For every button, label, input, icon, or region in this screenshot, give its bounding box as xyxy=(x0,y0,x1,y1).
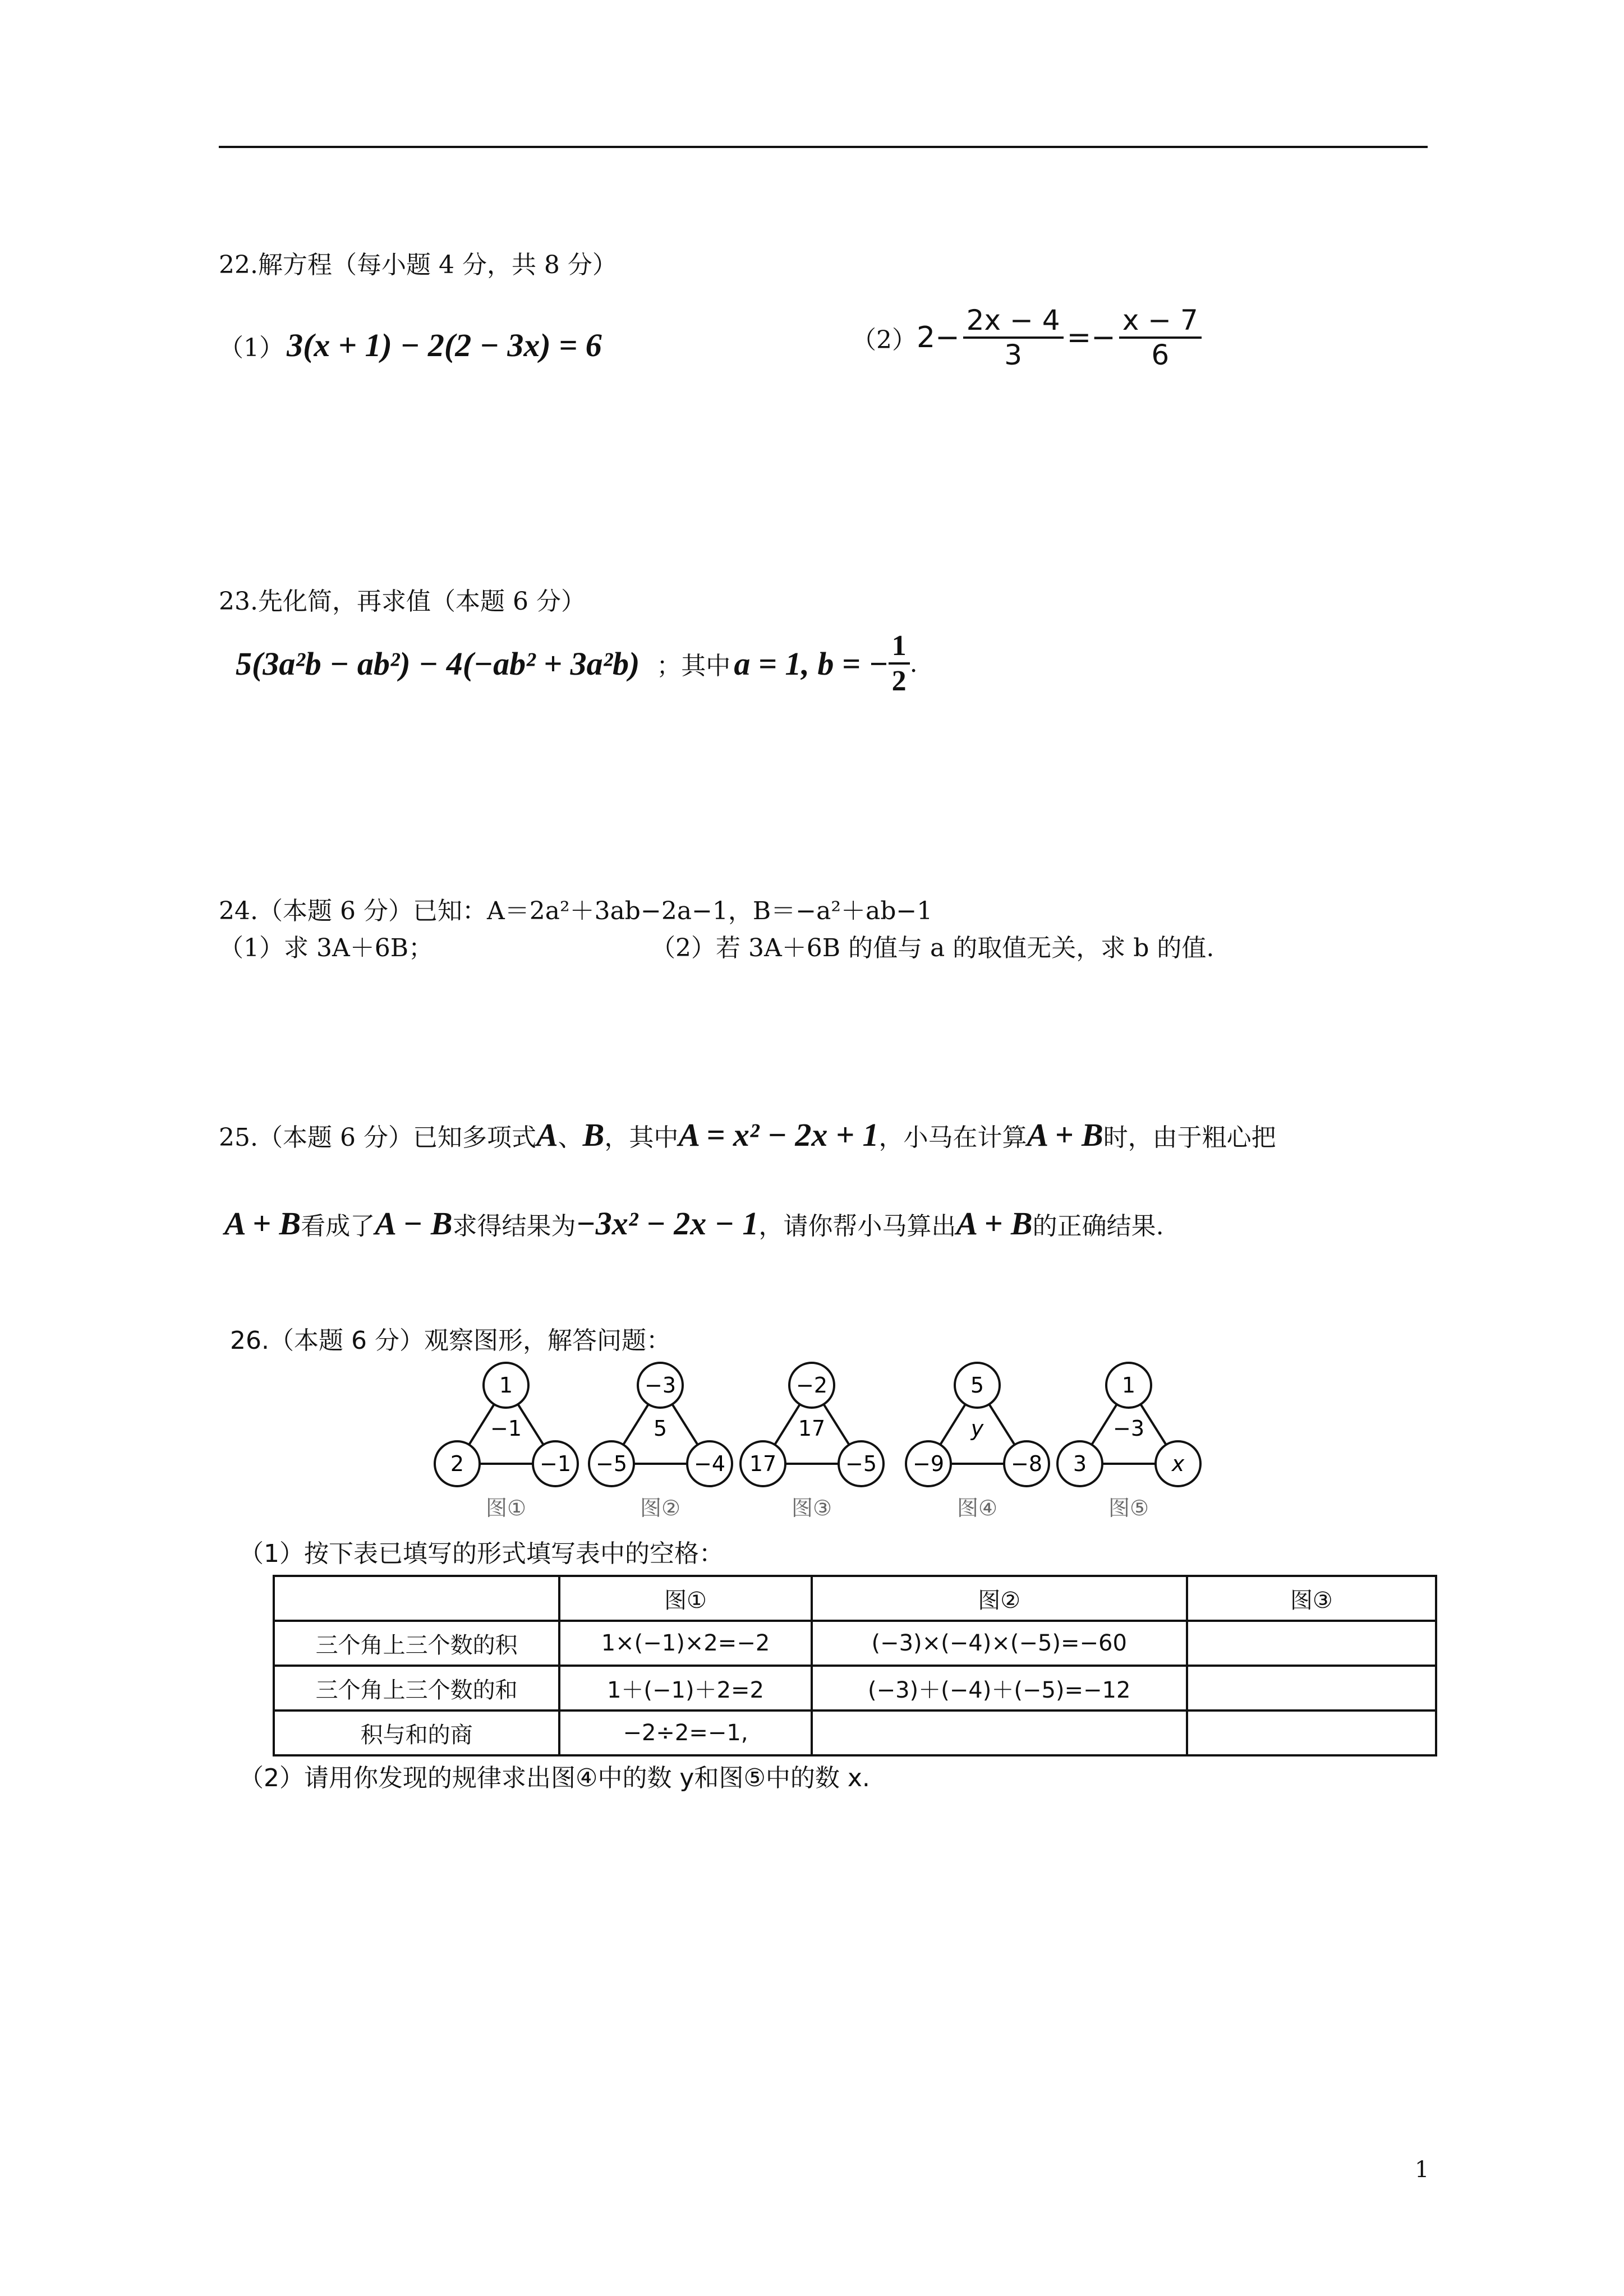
q23-fraction-half xyxy=(889,629,910,698)
page-number: 1 xyxy=(1415,2157,1429,2183)
q22-title: 22.解方程（每小题 4 分，共 8 分） xyxy=(219,251,617,279)
table-cell xyxy=(1187,1711,1436,1755)
figure-1 xyxy=(435,1363,578,1520)
q25-text-g: ，请你帮小马算出 xyxy=(758,1211,956,1241)
figure-label: 图⑤ xyxy=(1108,1496,1149,1520)
q23-end: . xyxy=(909,649,918,678)
table-header-cell: 图③ xyxy=(1187,1576,1436,1621)
table-header-row xyxy=(274,1576,1436,1621)
q24-title: 24.（本题 6 分）已知：A＝2a²＋3ab−2a−1，B＝−a²＋ab−1 xyxy=(219,897,933,925)
q25-symbol-b: B xyxy=(582,1117,605,1153)
table-row xyxy=(274,1621,1436,1666)
table-header-cell xyxy=(274,1576,559,1621)
table-cell: 三个角上三个数的积 xyxy=(274,1621,559,1666)
q25-a-plus-b: A + B xyxy=(1027,1117,1103,1153)
table-cell xyxy=(1187,1621,1436,1666)
right-number: −4 xyxy=(693,1451,726,1476)
center-number: 5 xyxy=(653,1416,668,1441)
left-number: −9 xyxy=(912,1451,945,1476)
table-header-cell: 图② xyxy=(812,1576,1187,1621)
figure-label: 图③ xyxy=(791,1496,832,1520)
center-number: −1 xyxy=(490,1416,522,1441)
q26-title: 26.（本题 6 分）观察图形，解答问题： xyxy=(230,1326,671,1355)
q22-part2-lead: 2− xyxy=(917,321,960,354)
table-cell: (−3)×(−4)×(−5)=−60 xyxy=(812,1621,1187,1666)
q25-line2 xyxy=(224,1205,1164,1242)
table-cell: 三个角上三个数的和 xyxy=(274,1666,559,1711)
q24-part1: （1）求 3A＋6B； xyxy=(219,934,434,962)
figure-label: 图④ xyxy=(956,1496,998,1520)
q25-line1 xyxy=(219,1116,1276,1154)
q22-part2-fraction2 xyxy=(1119,304,1202,371)
table-cell: 1×(−1)×2=−2 xyxy=(559,1621,811,1666)
table-row xyxy=(274,1711,1436,1755)
q26-part2: （2）请用你发现的规律求出图④中的数 y和图⑤中的数 x. xyxy=(239,1764,870,1792)
left-number: −5 xyxy=(595,1451,628,1476)
top-number: 5 xyxy=(970,1373,984,1398)
q22-part1-label: （1） xyxy=(219,334,284,362)
q24-part2: （2）若 3A＋6B 的值与 a 的取值无关，求 b 的值. xyxy=(651,934,1214,962)
center-number: y xyxy=(970,1416,984,1441)
q22-part1 xyxy=(219,326,602,364)
q23-expression-line xyxy=(236,629,918,698)
figure-label: 图② xyxy=(640,1496,681,1520)
q25-a-plus-b: A + B xyxy=(224,1205,301,1242)
q25-text-f: 求得结果为 xyxy=(452,1211,576,1241)
q25-text-b: ，其中 xyxy=(604,1123,679,1152)
table-header-cell: 图① xyxy=(559,1576,811,1621)
left-number: 17 xyxy=(749,1451,777,1476)
table-cell xyxy=(1187,1666,1436,1711)
q26-figures xyxy=(432,1357,1229,1537)
q25-a-minus-b: A − B xyxy=(375,1205,453,1242)
q26-part1: （1）按下表已填写的形式填写表中的空格： xyxy=(239,1539,724,1568)
q22-part1-equation: 3(x + 1) − 2(2 − 3x) = 6 xyxy=(287,327,602,363)
q22-part2-label: （2） xyxy=(852,326,917,354)
table-cell: (−3)＋(−4)＋(−5)=−12 xyxy=(812,1666,1187,1711)
figure-label: 图① xyxy=(485,1496,527,1520)
top-number: 1 xyxy=(1121,1373,1136,1398)
left-number: 2 xyxy=(450,1451,464,1476)
figure-4 xyxy=(906,1363,1049,1520)
q25-wrong-result: −3x² − 2x − 1 xyxy=(576,1205,759,1242)
top-number: −3 xyxy=(644,1373,677,1398)
q22-part2-mid: =− xyxy=(1066,321,1116,354)
fraction-numerator: 1 xyxy=(889,629,910,665)
figure-2 xyxy=(589,1363,732,1520)
table-cell: 1＋(−1)＋2=2 xyxy=(559,1666,811,1711)
figure-3 xyxy=(740,1363,884,1520)
q25-text-e: 看成了 xyxy=(301,1211,375,1241)
q25-separator: 、 xyxy=(558,1123,583,1152)
table-cell xyxy=(812,1711,1187,1755)
center-number: −3 xyxy=(1112,1416,1145,1441)
q25-a-definition: A = x² − 2x + 1 xyxy=(678,1117,879,1153)
fraction-denominator: 3 xyxy=(1004,339,1023,371)
q22-part2 xyxy=(852,304,1202,371)
top-number: −2 xyxy=(795,1373,828,1398)
q25-text-h: 的正确结果. xyxy=(1032,1211,1164,1241)
q25-a-plus-b: A + B xyxy=(956,1205,1033,1242)
q26-table xyxy=(273,1575,1437,1756)
center-number: 17 xyxy=(798,1416,826,1441)
header-rule xyxy=(219,146,1428,148)
table-cell: 积与和的商 xyxy=(274,1711,559,1755)
q23-expression: 5(3a²b − ab²) − 4(−ab² + 3a²b) xyxy=(236,645,640,682)
q25-symbol-a: A xyxy=(536,1117,558,1153)
right-number: −1 xyxy=(539,1451,572,1476)
right-number: −5 xyxy=(845,1451,877,1476)
left-number: 3 xyxy=(1073,1451,1087,1476)
q23-title: 23.先化简，再求值（本题 6 分） xyxy=(219,587,586,616)
q22-part2-fraction1 xyxy=(963,304,1064,371)
q25-text-c: ，小马在计算 xyxy=(878,1123,1027,1152)
q23-condition: a = 1, b = − xyxy=(734,645,889,682)
fraction-denominator: 6 xyxy=(1151,339,1170,371)
right-number: x xyxy=(1171,1451,1185,1476)
fraction-denominator: 2 xyxy=(891,665,907,697)
table-cell: −2÷2=−1, xyxy=(559,1711,811,1755)
q25-text-d: 时，由于粗心把 xyxy=(1103,1123,1276,1152)
fraction-numerator: x − 7 xyxy=(1119,304,1202,339)
table-row xyxy=(274,1666,1436,1711)
q23-condition-prefix: ；其中 xyxy=(656,652,731,680)
fraction-numerator: 2x − 4 xyxy=(963,304,1064,339)
top-number: 1 xyxy=(499,1373,513,1398)
q25-text-a: 25.（本题 6 分）已知多项式 xyxy=(219,1123,536,1152)
figure-5 xyxy=(1057,1363,1200,1520)
right-number: −8 xyxy=(1010,1451,1043,1476)
